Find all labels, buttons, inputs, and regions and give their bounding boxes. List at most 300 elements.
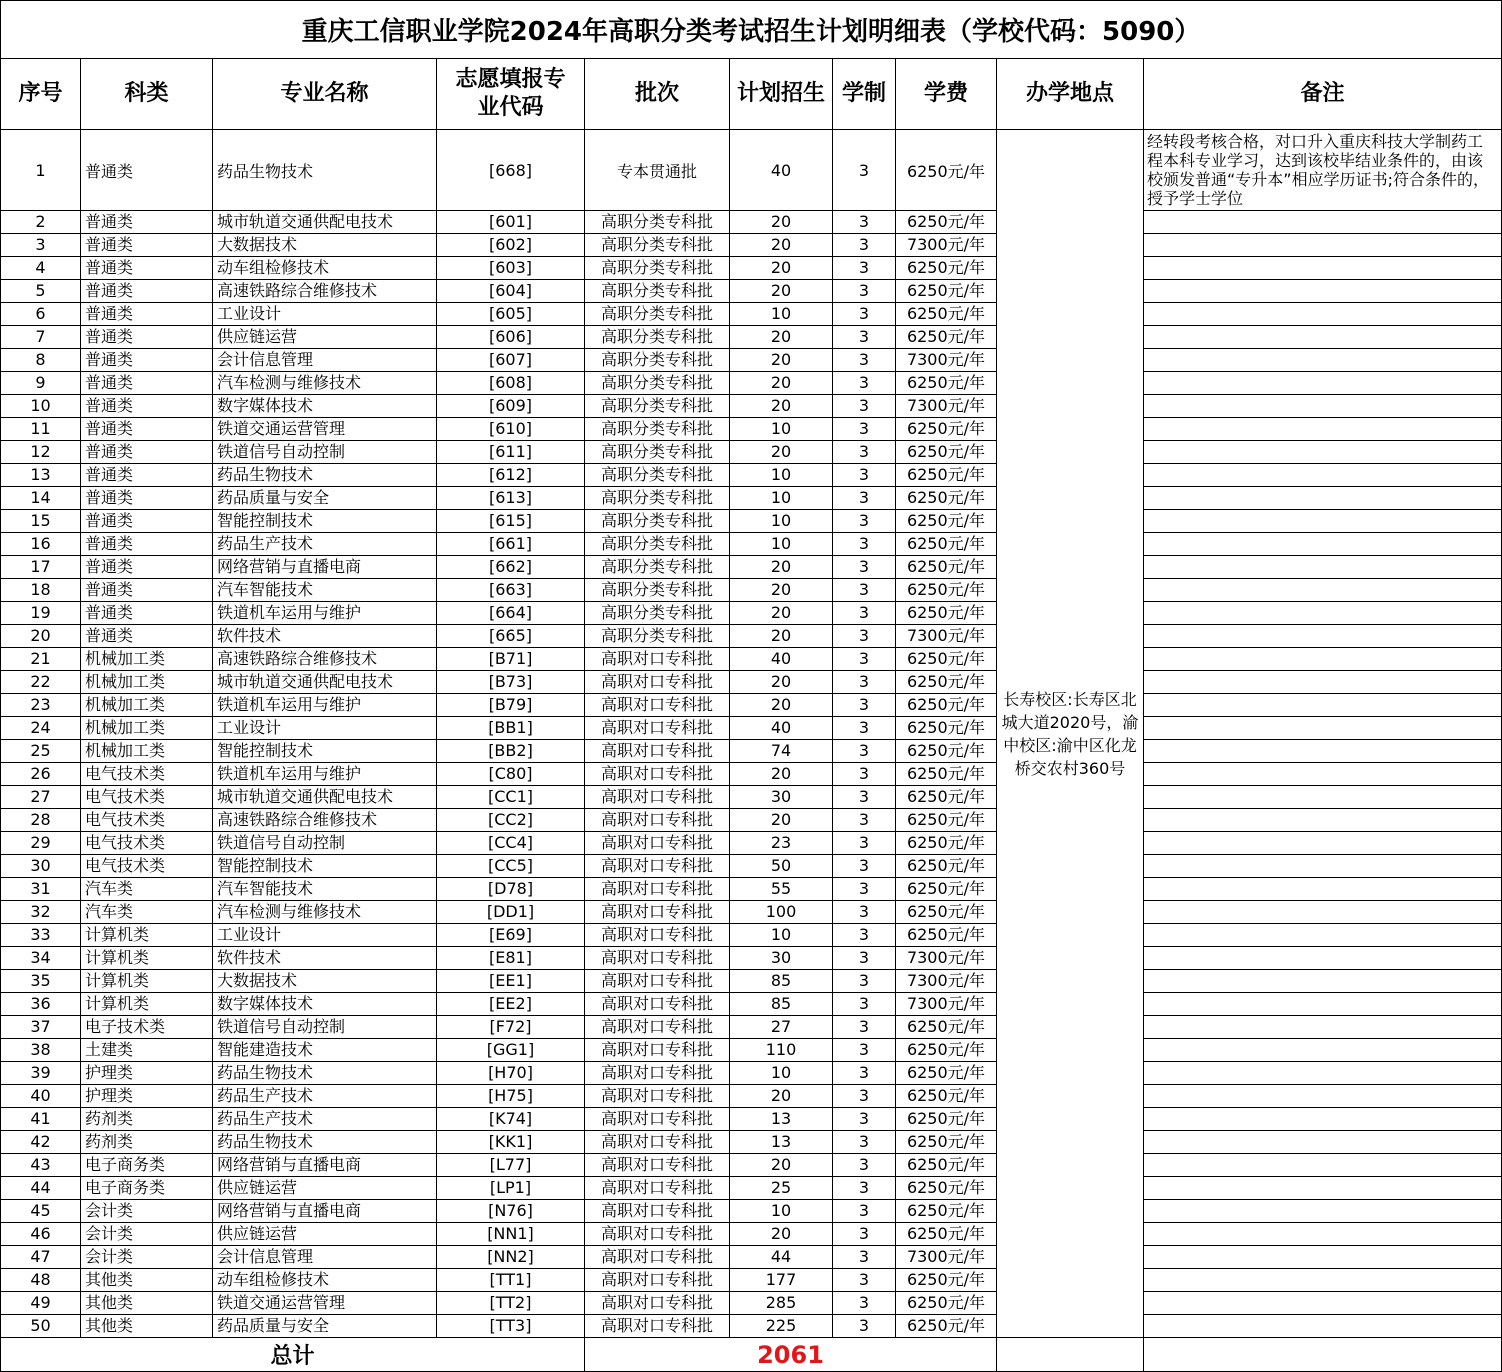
row-plan: 20 xyxy=(730,441,833,464)
row-number: 11 xyxy=(1,418,81,441)
row-number: 16 xyxy=(1,533,81,556)
row-plan: 27 xyxy=(730,1016,833,1039)
row-category: 药剂类 xyxy=(81,1131,213,1154)
row-plan: 20 xyxy=(730,257,833,280)
row-major: 数字媒体技术 xyxy=(213,395,437,418)
table-row xyxy=(1,556,1502,579)
row-major: 工业设计 xyxy=(213,924,437,947)
row-major: 动车组检修技术 xyxy=(213,257,437,280)
row-major: 供应链运营 xyxy=(213,1177,437,1200)
row-fee: 6250元/年 xyxy=(896,1039,997,1062)
row-category: 计算机类 xyxy=(81,924,213,947)
row-code: [E81] xyxy=(437,947,585,970)
row-major: 高速铁路综合维修技术 xyxy=(213,280,437,303)
row-plan: 20 xyxy=(730,211,833,234)
row-number: 10 xyxy=(1,395,81,418)
row-major: 铁道信号自动控制 xyxy=(213,832,437,855)
row-code: [611] xyxy=(437,441,585,464)
table-row xyxy=(1,786,1502,809)
row-category: 电子技术类 xyxy=(81,1016,213,1039)
row-category: 普通类 xyxy=(81,372,213,395)
row-note xyxy=(1144,257,1502,280)
row-number: 38 xyxy=(1,1039,81,1062)
row-code: [662] xyxy=(437,556,585,579)
table-row xyxy=(1,1246,1502,1269)
row-category: 其他类 xyxy=(81,1315,213,1338)
row-batch: 高职分类专科批 xyxy=(585,418,730,441)
row-plan: 20 xyxy=(730,671,833,694)
row-years: 3 xyxy=(833,211,896,234)
row-fee: 6250元/年 xyxy=(896,556,997,579)
row-major: 网络营销与直播电商 xyxy=(213,1154,437,1177)
table-row xyxy=(1,648,1502,671)
row-plan: 20 xyxy=(730,809,833,832)
table-row xyxy=(1,970,1502,993)
table-row xyxy=(1,924,1502,947)
row-fee: 6250元/年 xyxy=(896,694,997,717)
row-note xyxy=(1144,855,1502,878)
row-fee: 6250元/年 xyxy=(896,1177,997,1200)
row-plan: 20 xyxy=(730,579,833,602)
row-fee: 6250元/年 xyxy=(896,763,997,786)
row-major: 高速铁路综合维修技术 xyxy=(213,809,437,832)
row-note xyxy=(1144,1315,1502,1338)
row-fee: 6250元/年 xyxy=(896,130,997,211)
table-row xyxy=(1,464,1502,487)
row-batch: 高职对口专科批 xyxy=(585,763,730,786)
row-years: 3 xyxy=(833,510,896,533)
row-note xyxy=(1144,901,1502,924)
row-code: [TT2] xyxy=(437,1292,585,1315)
row-code: [607] xyxy=(437,349,585,372)
row-code: [C80] xyxy=(437,763,585,786)
row-code: [606] xyxy=(437,326,585,349)
row-fee: 6250元/年 xyxy=(896,924,997,947)
row-note xyxy=(1144,809,1502,832)
row-years: 3 xyxy=(833,648,896,671)
row-plan: 13 xyxy=(730,1131,833,1154)
row-note: 经转段考核合格，对口升入重庆科技大学制药工程本科专业学习，达到该校毕结业条件的，由该校颁发普通“专升本”相应学历证书;符合条件的，授予学士学位 xyxy=(1144,130,1502,211)
row-batch: 高职对口专科批 xyxy=(585,1062,730,1085)
table-row xyxy=(1,579,1502,602)
row-code: [612] xyxy=(437,464,585,487)
row-note xyxy=(1144,832,1502,855)
row-note xyxy=(1144,441,1502,464)
row-category: 普通类 xyxy=(81,579,213,602)
row-years: 3 xyxy=(833,1223,896,1246)
table-row xyxy=(1,1177,1502,1200)
header-code: 志愿填报专业代码 xyxy=(437,59,585,130)
row-note xyxy=(1144,1292,1502,1315)
row-code: [609] xyxy=(437,395,585,418)
row-plan: 20 xyxy=(730,349,833,372)
table-row xyxy=(1,372,1502,395)
row-note xyxy=(1144,648,1502,671)
row-plan: 20 xyxy=(730,602,833,625)
row-category: 电子商务类 xyxy=(81,1177,213,1200)
row-category: 护理类 xyxy=(81,1085,213,1108)
row-major: 药品生产技术 xyxy=(213,1085,437,1108)
row-years: 3 xyxy=(833,533,896,556)
row-number: 21 xyxy=(1,648,81,671)
row-note xyxy=(1144,694,1502,717)
row-major: 智能建造技术 xyxy=(213,1039,437,1062)
row-code: [602] xyxy=(437,234,585,257)
row-fee: 6250元/年 xyxy=(896,809,997,832)
total-label: 总计 xyxy=(1,1338,585,1372)
row-plan: 100 xyxy=(730,901,833,924)
row-number: 50 xyxy=(1,1315,81,1338)
row-major: 药品生产技术 xyxy=(213,533,437,556)
row-fee: 6250元/年 xyxy=(896,1269,997,1292)
row-code: [615] xyxy=(437,510,585,533)
row-plan: 20 xyxy=(730,372,833,395)
row-years: 3 xyxy=(833,694,896,717)
row-fee: 7300元/年 xyxy=(896,625,997,648)
row-years: 3 xyxy=(833,1154,896,1177)
row-years: 3 xyxy=(833,993,896,1016)
row-batch: 高职对口专科批 xyxy=(585,1108,730,1131)
row-plan: 177 xyxy=(730,1269,833,1292)
row-batch: 高职对口专科批 xyxy=(585,1016,730,1039)
table-row xyxy=(1,1108,1502,1131)
row-plan: 20 xyxy=(730,1223,833,1246)
row-category: 机械加工类 xyxy=(81,740,213,763)
row-plan: 10 xyxy=(730,924,833,947)
row-batch: 高职分类专科批 xyxy=(585,395,730,418)
row-batch: 高职对口专科批 xyxy=(585,1246,730,1269)
row-major: 软件技术 xyxy=(213,625,437,648)
row-note xyxy=(1144,464,1502,487)
row-code: [B79] xyxy=(437,694,585,717)
row-code: [613] xyxy=(437,487,585,510)
row-fee: 7300元/年 xyxy=(896,970,997,993)
row-note xyxy=(1144,303,1502,326)
row-number: 5 xyxy=(1,280,81,303)
row-fee: 6250元/年 xyxy=(896,487,997,510)
row-batch: 高职分类专科批 xyxy=(585,464,730,487)
row-batch: 高职对口专科批 xyxy=(585,924,730,947)
row-batch: 高职对口专科批 xyxy=(585,1315,730,1338)
row-category: 普通类 xyxy=(81,257,213,280)
row-category: 会计类 xyxy=(81,1223,213,1246)
row-category: 普通类 xyxy=(81,130,213,211)
row-batch: 高职对口专科批 xyxy=(585,1177,730,1200)
row-years: 3 xyxy=(833,1246,896,1269)
row-number: 45 xyxy=(1,1200,81,1223)
row-note xyxy=(1144,1108,1502,1131)
row-plan: 55 xyxy=(730,878,833,901)
row-major: 汽车检测与维修技术 xyxy=(213,901,437,924)
row-years: 3 xyxy=(833,878,896,901)
table-row xyxy=(1,487,1502,510)
row-years: 3 xyxy=(833,1039,896,1062)
row-major: 会计信息管理 xyxy=(213,1246,437,1269)
table-row xyxy=(1,418,1502,441)
row-major: 软件技术 xyxy=(213,947,437,970)
row-plan: 10 xyxy=(730,464,833,487)
row-code: [604] xyxy=(437,280,585,303)
row-note xyxy=(1144,1200,1502,1223)
row-major: 汽车智能技术 xyxy=(213,579,437,602)
row-years: 3 xyxy=(833,901,896,924)
header-no: 序号 xyxy=(1,59,81,130)
row-number: 6 xyxy=(1,303,81,326)
table-row xyxy=(1,257,1502,280)
row-fee: 6250元/年 xyxy=(896,740,997,763)
table-row xyxy=(1,763,1502,786)
table-row xyxy=(1,809,1502,832)
row-note xyxy=(1144,602,1502,625)
header-fee: 学费 xyxy=(896,59,997,130)
row-fee: 6250元/年 xyxy=(896,1315,997,1338)
row-batch: 专本贯通批 xyxy=(585,130,730,211)
row-years: 3 xyxy=(833,372,896,395)
row-batch: 高职对口专科批 xyxy=(585,1269,730,1292)
row-major: 城市轨道交通供配电技术 xyxy=(213,786,437,809)
row-plan: 10 xyxy=(730,510,833,533)
row-plan: 25 xyxy=(730,1177,833,1200)
row-number: 41 xyxy=(1,1108,81,1131)
row-major: 铁道机车运用与维护 xyxy=(213,602,437,625)
row-plan: 30 xyxy=(730,786,833,809)
row-code: [K74] xyxy=(437,1108,585,1131)
row-category: 电气技术类 xyxy=(81,855,213,878)
row-number: 26 xyxy=(1,763,81,786)
row-number: 4 xyxy=(1,257,81,280)
table-row xyxy=(1,211,1502,234)
row-number: 18 xyxy=(1,579,81,602)
table-row xyxy=(1,1200,1502,1223)
row-code: [E69] xyxy=(437,924,585,947)
row-major: 供应链运营 xyxy=(213,326,437,349)
row-plan: 20 xyxy=(730,763,833,786)
row-number: 7 xyxy=(1,326,81,349)
header-major: 专业名称 xyxy=(213,59,437,130)
row-batch: 高职对口专科批 xyxy=(585,901,730,924)
table-row xyxy=(1,878,1502,901)
row-years: 3 xyxy=(833,970,896,993)
row-years: 3 xyxy=(833,1315,896,1338)
row-code: [BB1] xyxy=(437,717,585,740)
row-years: 3 xyxy=(833,234,896,257)
row-number: 24 xyxy=(1,717,81,740)
row-note xyxy=(1144,717,1502,740)
row-major: 工业设计 xyxy=(213,303,437,326)
row-category: 计算机类 xyxy=(81,993,213,1016)
row-years: 3 xyxy=(833,257,896,280)
row-category: 机械加工类 xyxy=(81,694,213,717)
row-code: [DD1] xyxy=(437,901,585,924)
row-batch: 高职对口专科批 xyxy=(585,855,730,878)
row-code: [664] xyxy=(437,602,585,625)
row-plan: 85 xyxy=(730,993,833,1016)
row-category: 普通类 xyxy=(81,464,213,487)
row-category: 药剂类 xyxy=(81,1108,213,1131)
row-batch: 高职对口专科批 xyxy=(585,832,730,855)
row-note xyxy=(1144,533,1502,556)
header-category: 科类 xyxy=(81,59,213,130)
row-major: 铁道交通运营管理 xyxy=(213,418,437,441)
row-number: 34 xyxy=(1,947,81,970)
row-batch: 高职分类专科批 xyxy=(585,441,730,464)
row-batch: 高职对口专科批 xyxy=(585,786,730,809)
row-major: 智能控制技术 xyxy=(213,510,437,533)
row-batch: 高职分类专科批 xyxy=(585,579,730,602)
table-row xyxy=(1,1154,1502,1177)
row-years: 3 xyxy=(833,924,896,947)
row-code: [CC5] xyxy=(437,855,585,878)
table-row xyxy=(1,303,1502,326)
row-batch: 高职对口专科批 xyxy=(585,1223,730,1246)
row-batch: 高职对口专科批 xyxy=(585,1039,730,1062)
row-category: 电气技术类 xyxy=(81,786,213,809)
row-number: 47 xyxy=(1,1246,81,1269)
row-years: 3 xyxy=(833,1269,896,1292)
row-years: 3 xyxy=(833,1177,896,1200)
header-location: 办学地点 xyxy=(997,59,1144,130)
row-fee: 7300元/年 xyxy=(896,1246,997,1269)
row-category: 电气技术类 xyxy=(81,832,213,855)
row-fee: 7300元/年 xyxy=(896,993,997,1016)
row-plan: 10 xyxy=(730,1200,833,1223)
row-note xyxy=(1144,234,1502,257)
header-batch: 批次 xyxy=(585,59,730,130)
row-batch: 高职分类专科批 xyxy=(585,602,730,625)
row-years: 3 xyxy=(833,349,896,372)
row-code: [B71] xyxy=(437,648,585,671)
row-category: 普通类 xyxy=(81,533,213,556)
row-note xyxy=(1144,970,1502,993)
row-plan: 40 xyxy=(730,130,833,211)
row-fee: 6250元/年 xyxy=(896,372,997,395)
row-major: 药品生物技术 xyxy=(213,1062,437,1085)
row-number: 33 xyxy=(1,924,81,947)
row-category: 普通类 xyxy=(81,349,213,372)
row-fee: 6250元/年 xyxy=(896,280,997,303)
row-major: 药品生物技术 xyxy=(213,1131,437,1154)
table-row xyxy=(1,901,1502,924)
table-row xyxy=(1,671,1502,694)
row-plan: 50 xyxy=(730,855,833,878)
row-years: 3 xyxy=(833,1131,896,1154)
row-category: 普通类 xyxy=(81,303,213,326)
row-number: 13 xyxy=(1,464,81,487)
row-code: [GG1] xyxy=(437,1039,585,1062)
table-row xyxy=(1,1085,1502,1108)
row-batch: 高职对口专科批 xyxy=(585,1200,730,1223)
row-fee: 6250元/年 xyxy=(896,441,997,464)
row-number: 15 xyxy=(1,510,81,533)
row-note xyxy=(1144,763,1502,786)
row-major: 药品生产技术 xyxy=(213,1108,437,1131)
row-batch: 高职对口专科批 xyxy=(585,740,730,763)
table-row xyxy=(1,602,1502,625)
row-note xyxy=(1144,326,1502,349)
row-plan: 10 xyxy=(730,533,833,556)
row-code: [BB2] xyxy=(437,740,585,763)
row-batch: 高职分类专科批 xyxy=(585,625,730,648)
row-fee: 7300元/年 xyxy=(896,947,997,970)
row-batch: 高职对口专科批 xyxy=(585,947,730,970)
row-category: 普通类 xyxy=(81,602,213,625)
row-fee: 6250元/年 xyxy=(896,1292,997,1315)
header-years: 学制 xyxy=(833,59,896,130)
row-code: [610] xyxy=(437,418,585,441)
table-row xyxy=(1,510,1502,533)
row-major: 汽车智能技术 xyxy=(213,878,437,901)
row-fee: 6250元/年 xyxy=(896,1154,997,1177)
table-row xyxy=(1,280,1502,303)
row-category: 普通类 xyxy=(81,625,213,648)
row-note xyxy=(1144,280,1502,303)
row-batch: 高职分类专科批 xyxy=(585,510,730,533)
row-batch: 高职对口专科批 xyxy=(585,878,730,901)
total-value: 2061 xyxy=(585,1338,997,1372)
row-code: [F72] xyxy=(437,1016,585,1039)
row-note xyxy=(1144,625,1502,648)
row-code: [L77] xyxy=(437,1154,585,1177)
row-fee: 6250元/年 xyxy=(896,418,997,441)
row-years: 3 xyxy=(833,832,896,855)
table-row xyxy=(1,349,1502,372)
row-batch: 高职对口专科批 xyxy=(585,1131,730,1154)
row-number: 35 xyxy=(1,970,81,993)
row-fee: 7300元/年 xyxy=(896,395,997,418)
row-major: 大数据技术 xyxy=(213,970,437,993)
row-batch: 高职对口专科批 xyxy=(585,1154,730,1177)
row-years: 3 xyxy=(833,786,896,809)
table-row xyxy=(1,533,1502,556)
row-number: 8 xyxy=(1,349,81,372)
row-category: 机械加工类 xyxy=(81,671,213,694)
row-category: 电气技术类 xyxy=(81,763,213,786)
row-note xyxy=(1144,349,1502,372)
row-number: 3 xyxy=(1,234,81,257)
row-note xyxy=(1144,1085,1502,1108)
row-major: 数字媒体技术 xyxy=(213,993,437,1016)
row-code: [H75] xyxy=(437,1085,585,1108)
row-major: 药品生物技术 xyxy=(213,464,437,487)
row-note xyxy=(1144,786,1502,809)
row-plan: 20 xyxy=(730,234,833,257)
table-row xyxy=(1,993,1502,1016)
row-years: 3 xyxy=(833,280,896,303)
row-note xyxy=(1144,878,1502,901)
row-years: 3 xyxy=(833,809,896,832)
row-plan: 225 xyxy=(730,1315,833,1338)
row-code: [608] xyxy=(437,372,585,395)
row-years: 3 xyxy=(833,130,896,211)
row-plan: 285 xyxy=(730,1292,833,1315)
row-major: 动车组检修技术 xyxy=(213,1269,437,1292)
row-major: 高速铁路综合维修技术 xyxy=(213,648,437,671)
row-plan: 20 xyxy=(730,625,833,648)
row-category: 普通类 xyxy=(81,556,213,579)
row-years: 3 xyxy=(833,717,896,740)
table-row xyxy=(1,1292,1502,1315)
row-note xyxy=(1144,1131,1502,1154)
row-batch: 高职对口专科批 xyxy=(585,970,730,993)
table-row xyxy=(1,1016,1502,1039)
row-category: 电子商务类 xyxy=(81,1154,213,1177)
row-note xyxy=(1144,1154,1502,1177)
row-batch: 高职分类专科批 xyxy=(585,257,730,280)
row-code: [H70] xyxy=(437,1062,585,1085)
row-category: 其他类 xyxy=(81,1292,213,1315)
row-fee: 6250元/年 xyxy=(896,786,997,809)
row-years: 3 xyxy=(833,464,896,487)
